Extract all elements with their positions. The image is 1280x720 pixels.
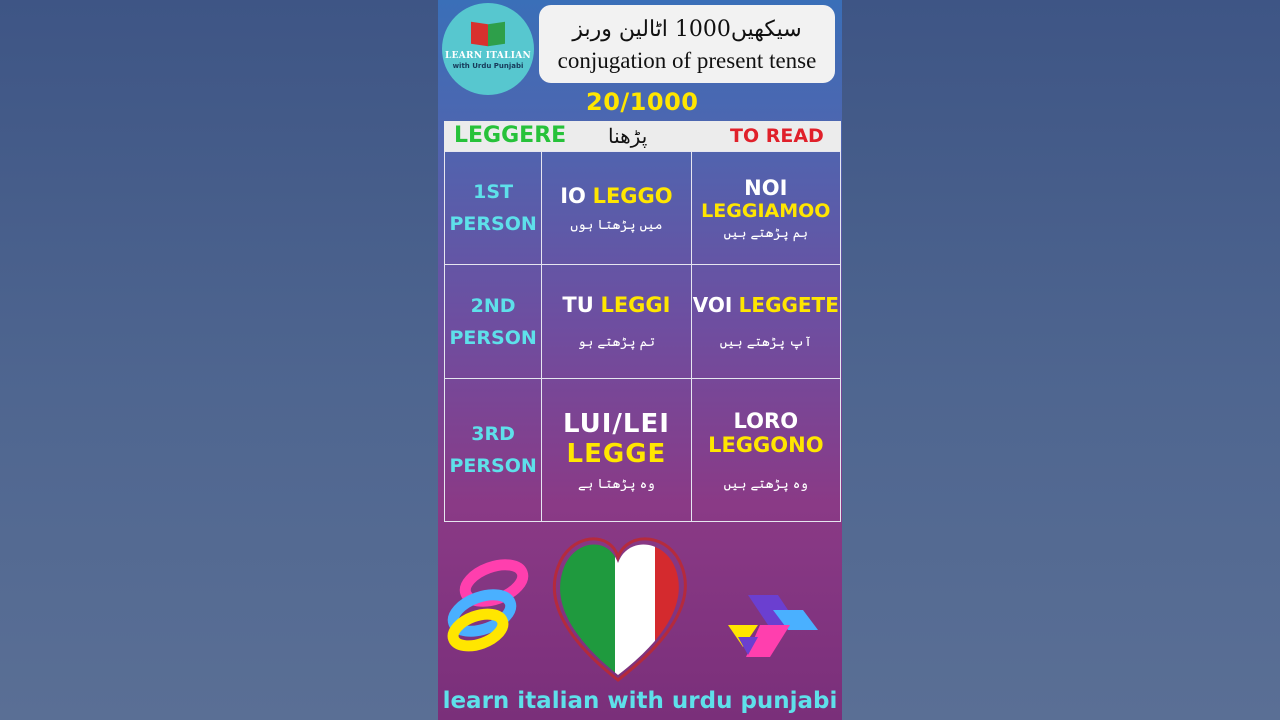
logo-text-line1: LEARN ITALIAN — [444, 50, 532, 61]
person-label — [445, 152, 542, 265]
urdu-translation: ہم پڑھتے ہیں — [723, 225, 809, 241]
logo-text-line2: with Urdu Punjabi — [452, 61, 524, 70]
lesson-card — [438, 0, 842, 720]
person-word: PERSON — [449, 455, 537, 477]
pronoun: VOI — [692, 293, 733, 317]
italian-heart-icon — [548, 525, 695, 685]
person-word: PERSON — [449, 213, 537, 235]
pronoun: LORO — [733, 408, 799, 433]
decorative-graphics — [438, 525, 842, 690]
verb-form: LEGGONO — [708, 432, 824, 457]
urdu-translation: وہ پڑھتا ہے — [578, 476, 655, 492]
verb-form: LEGGO — [592, 183, 673, 208]
verb-form: LEGGI — [600, 293, 671, 317]
footer-tagline: learn italian with urdu punjabi — [442, 688, 838, 714]
verb-form: LEGGIAMOO — [701, 199, 831, 222]
channel-logo — [442, 3, 534, 95]
plural-cell — [691, 152, 840, 265]
singular-cell — [542, 265, 691, 379]
verb-urdu: پڑھنا — [608, 124, 648, 148]
urdu-translation: آپ پڑھتے ہیں — [719, 335, 812, 350]
verb-counter: 20/1000 — [586, 88, 699, 116]
pronoun: IO — [560, 183, 586, 208]
infinity-logo-icon — [448, 558, 527, 652]
verb-italian: LEGGERE — [454, 123, 567, 148]
left-background — [0, 0, 438, 720]
pronoun: NOI — [744, 175, 788, 200]
book-icon — [471, 23, 505, 45]
person-number: 1ST — [473, 181, 514, 203]
verb-english: TO READ — [730, 125, 824, 147]
title-box — [539, 5, 835, 83]
person-word: PERSON — [449, 326, 537, 349]
verb-header — [444, 121, 841, 151]
conjugation-table — [444, 151, 841, 522]
urdu-translation: تم پڑھتے ہو — [578, 335, 655, 350]
urdu-translation: وہ پڑھتے ہیں — [723, 476, 809, 492]
person-label — [445, 379, 542, 522]
table-row — [445, 265, 841, 379]
table-row — [445, 379, 841, 522]
pronoun: LUI/LEI — [562, 408, 670, 439]
singular-cell — [542, 152, 691, 265]
plural-cell — [691, 379, 840, 522]
geometric-logo-icon — [728, 595, 818, 657]
table-row — [445, 152, 841, 265]
title-urdu: سیکھیں1000 اٹالین وربز — [572, 17, 802, 42]
plural-cell — [691, 265, 840, 379]
singular-cell — [542, 379, 691, 522]
pronoun: TU — [562, 293, 594, 317]
person-label — [445, 265, 542, 379]
right-background — [842, 0, 1280, 720]
urdu-translation: میں پڑھتا ہوں — [570, 217, 663, 233]
person-number: 2ND — [470, 294, 516, 317]
title-english: conjugation of present tense — [557, 48, 817, 73]
person-number: 3RD — [471, 423, 515, 445]
verb-form: LEGGETE — [738, 293, 839, 317]
verb-form: LEGGE — [566, 438, 667, 469]
